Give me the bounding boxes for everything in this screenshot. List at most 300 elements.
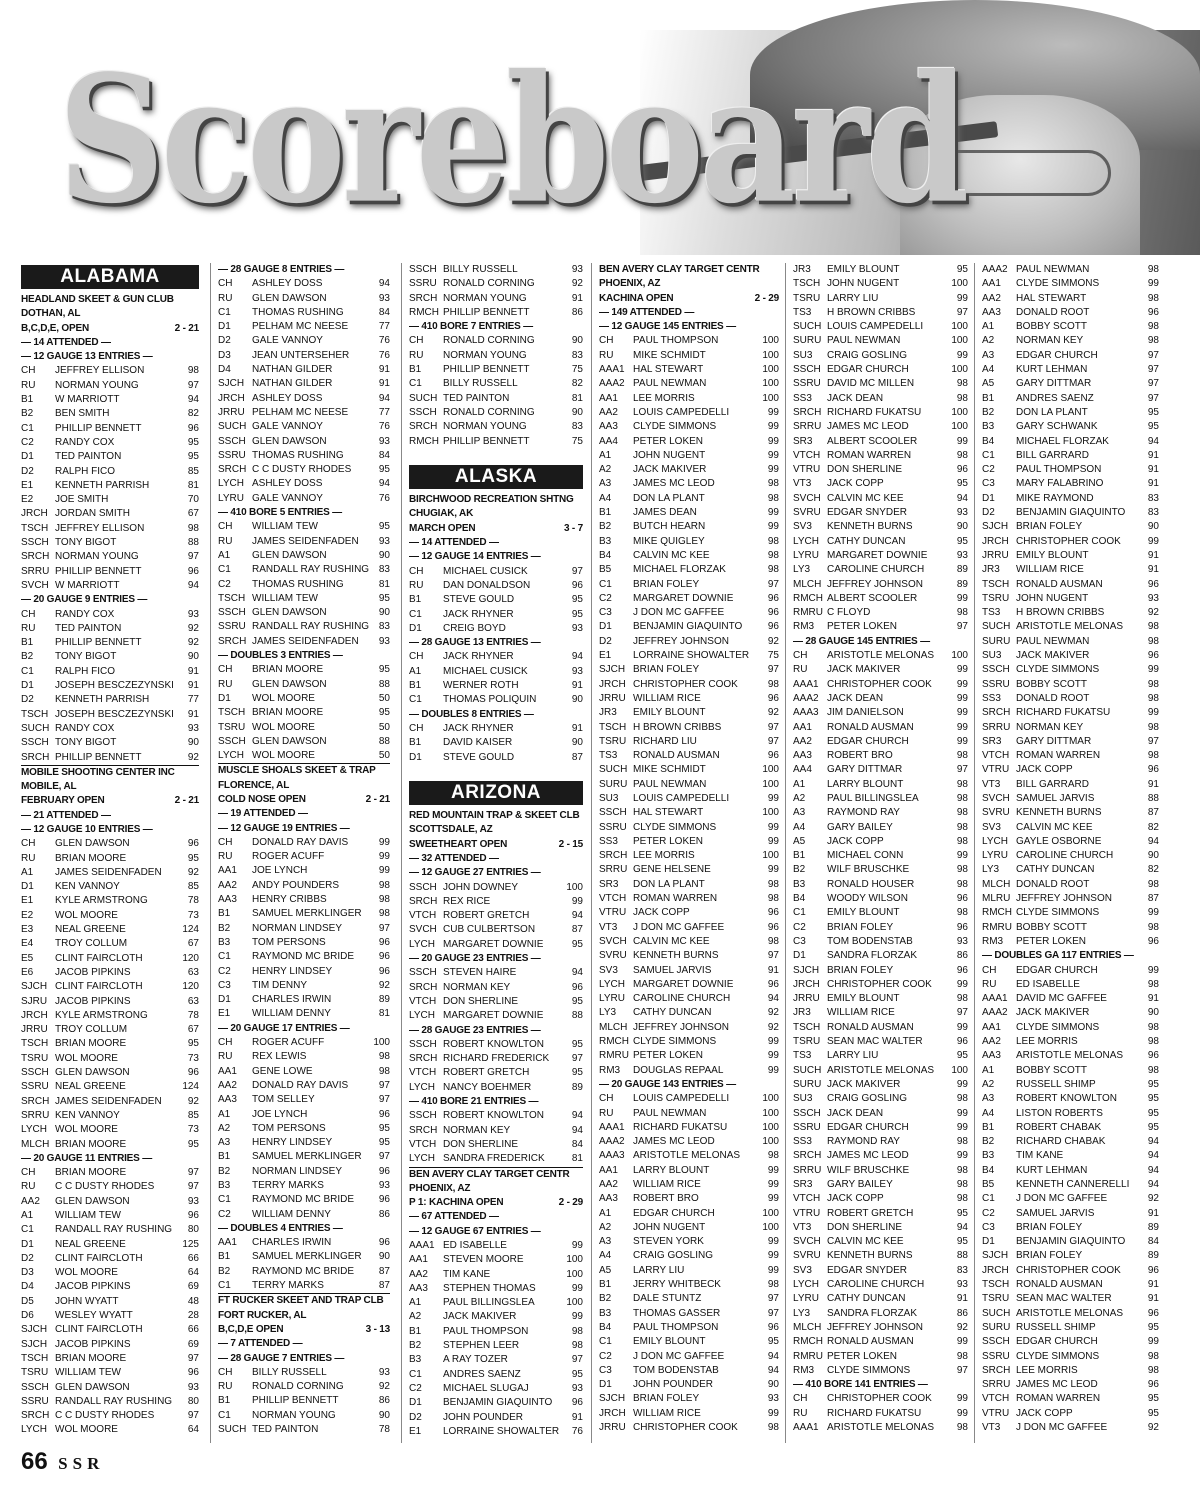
shooter-name: NEAL GREENE [55, 1238, 126, 1250]
score-row [599, 892, 779, 906]
class-code: SSRU [982, 678, 1010, 690]
score: 98 [956, 835, 968, 847]
score: 99 [956, 1021, 968, 1033]
score: 93 [956, 507, 968, 519]
shooter-name: BRIAN MOORE [55, 1352, 127, 1364]
class-code: A4 [599, 1250, 612, 1262]
event-heading [218, 779, 390, 793]
score-row [21, 422, 199, 436]
score-row [409, 349, 583, 363]
score-row [599, 1006, 779, 1020]
score: 96 [187, 1067, 199, 1079]
shooter-name: PAUL NEWMAN [633, 1107, 707, 1119]
score-row [793, 935, 968, 949]
score: 94 [956, 1221, 968, 1233]
score-row [599, 635, 779, 649]
score: 96 [378, 1194, 390, 1206]
score-row [982, 1278, 1159, 1292]
shooter-name: DONALD ROOT [1016, 692, 1090, 704]
class-code: D1 [793, 950, 806, 962]
shooter-name: MARGARET DOWNIE [633, 978, 734, 990]
class-code: B1 [982, 1121, 995, 1133]
event-heading [409, 1182, 583, 1196]
score-row [21, 465, 199, 479]
shooter-name: WERNER ROTH [443, 680, 519, 692]
shooter-name: JACK MAKIVER [827, 1078, 901, 1090]
class-code: VTCH [982, 750, 1010, 762]
score-row [793, 849, 968, 863]
shooter-name: EDGAR CHURCH [633, 1207, 715, 1219]
score: 99 [956, 850, 968, 862]
score-row [793, 649, 968, 663]
score: 99 [767, 792, 779, 804]
shooter-name: RAYMOND MC BRIDE [252, 1265, 355, 1277]
score-row [21, 1280, 199, 1294]
class-code: TSCH [982, 578, 1010, 590]
score: 63 [187, 966, 199, 978]
class-code: SJCH [982, 1250, 1009, 1262]
score-row [21, 923, 199, 937]
class-code: SVCH [409, 924, 437, 936]
event-heading-text: — 14 ATTENDED — [409, 537, 499, 549]
shooter-name: RICHARD LIU [633, 735, 697, 747]
score: 91 [1147, 464, 1159, 476]
class-code: CH [599, 1093, 614, 1105]
class-code: RMCH [793, 1336, 823, 1348]
score: 89 [1147, 1250, 1159, 1262]
results-column [218, 263, 390, 1437]
class-code: C1 [409, 1368, 422, 1380]
score-row [793, 592, 968, 606]
score-row [599, 592, 779, 606]
class-code: RMCH [982, 907, 1012, 919]
score-row [21, 1409, 199, 1423]
shooter-name: JIM DANIELSON [827, 707, 904, 719]
shooter-name: KYLE ARMSTRONG [55, 1009, 148, 1021]
score-row [982, 392, 1159, 406]
score-row [21, 909, 199, 923]
shooter-name: MARGARET DOWNIE [443, 938, 544, 950]
shooter-name: JEFFREY ELLISON [55, 365, 145, 377]
score-row [982, 978, 1159, 992]
class-code: C2 [982, 464, 995, 476]
score: 97 [956, 1007, 968, 1019]
score-row [21, 880, 199, 894]
class-code: SRCH [409, 1053, 438, 1065]
score-row [982, 1221, 1159, 1235]
score: 96 [767, 921, 779, 933]
score: 85 [187, 881, 199, 893]
class-code: CH [21, 1167, 36, 1179]
shooter-name: DAVID MC GAFFEE [1016, 993, 1107, 1005]
shooter-name: LOUIS CAMPEDELLI [827, 321, 924, 333]
event-heading-text: — 12 GAUGE 13 ENTRIES — [21, 351, 153, 363]
score: 93 [378, 1366, 390, 1378]
class-code: A2 [218, 1122, 231, 1134]
shooter-name: PETER LOKEN [827, 1350, 898, 1362]
score-row [982, 849, 1159, 863]
score-row [21, 1066, 199, 1080]
score-row [599, 492, 779, 506]
score: 77 [378, 406, 390, 418]
event-heading [793, 635, 968, 649]
score-row [793, 1064, 968, 1078]
shooter-name: A RAY TOZER [443, 1354, 508, 1366]
shooter-name: JACOB PIPKINS [55, 995, 131, 1007]
score-row [218, 1136, 390, 1150]
score-row [982, 1207, 1159, 1221]
shooter-name: JAMES MC LEOD [633, 1136, 715, 1148]
score-row [409, 1009, 583, 1023]
class-code: SSRU [21, 1081, 49, 1093]
class-code: C2 [409, 1382, 422, 1394]
score-row [982, 620, 1159, 634]
shooter-name: J DON MC GAFFEE [1016, 1422, 1108, 1434]
score-row [599, 649, 779, 663]
score-row [21, 980, 199, 994]
shooter-name: GLEN DAWSON [55, 1195, 130, 1207]
shooter-name: BENJAMIN GIAQUINTO [633, 621, 743, 633]
event-heading [21, 765, 199, 780]
score-row [218, 1265, 390, 1279]
class-code: VT3 [793, 478, 812, 490]
shooter-name: JACK MAKIVER [443, 1311, 517, 1323]
shooter-name: RANDALL RAY RUSHING [55, 1395, 173, 1407]
class-code: A3 [599, 478, 612, 490]
score-row [599, 663, 779, 677]
shooter-name: PAUL BILLINGSLEA [443, 1297, 535, 1309]
score-row [982, 606, 1159, 620]
class-code: SVCH [793, 1236, 821, 1248]
class-code: SS3 [599, 835, 618, 847]
score: 98 [767, 535, 779, 547]
shooter-name: C C DUSTY RHODES [55, 1410, 155, 1422]
class-code: AA3 [218, 894, 237, 906]
score: 81 [187, 479, 199, 491]
class-code: A1 [409, 665, 422, 677]
class-code: SRCH [409, 421, 438, 433]
score-row [409, 277, 583, 291]
score: 99 [1147, 664, 1159, 676]
score: 95 [378, 1137, 390, 1149]
score: 95 [571, 1368, 583, 1380]
class-code: SUCH [218, 421, 247, 433]
score: 95 [378, 464, 390, 476]
event-heading-text: — 28 GAUGE 145 ENTRIES — [793, 635, 930, 647]
score-row [599, 678, 779, 692]
class-code: SSRU [21, 1395, 49, 1407]
score-row [409, 1282, 583, 1296]
score: 98 [767, 893, 779, 905]
class-code: SVRU [982, 807, 1010, 819]
score-row [982, 1107, 1159, 1121]
score-row [218, 1122, 390, 1136]
score-row [793, 377, 968, 391]
class-code: JRCH [982, 535, 1009, 547]
score-row [21, 565, 199, 579]
class-code: E3 [21, 924, 34, 936]
score: 99 [767, 521, 779, 533]
score-row [599, 363, 779, 377]
class-code: B1 [793, 850, 806, 862]
class-code: AA1 [218, 1065, 237, 1077]
shooter-name: RAYMOND MC BRIDE [252, 951, 355, 963]
score-row [218, 320, 390, 334]
score: 76 [378, 349, 390, 361]
score-row [218, 520, 390, 534]
class-code: CH [21, 608, 36, 620]
shooter-name: JEFFREY JOHNSON [633, 635, 729, 647]
score-row [599, 1207, 779, 1221]
shooter-name: JACK MAKIVER [633, 464, 707, 476]
score: 99 [767, 1164, 779, 1176]
score: 95 [1147, 1078, 1159, 1090]
score-row [21, 1338, 199, 1352]
score-row [982, 492, 1159, 506]
score-row [409, 334, 583, 348]
shooter-name: ROBERT KNOWLTON [1016, 1093, 1117, 1105]
shooter-name: GENE LOWE [252, 1065, 313, 1077]
shooter-name: KENNETH BURNS [633, 950, 719, 962]
score: 99 [571, 1311, 583, 1323]
class-code: MLCH [599, 1021, 628, 1033]
score: 95 [378, 664, 390, 676]
score-row [599, 1164, 779, 1178]
shooter-name: NEAL GREENE [55, 1081, 126, 1093]
class-code: SSCH [21, 737, 49, 749]
class-code: RU [409, 579, 424, 591]
class-code: AA2 [793, 735, 812, 747]
score-row [793, 520, 968, 534]
score: 94 [1147, 1136, 1159, 1148]
event-heading-text: — 20 GAUGE 17 ENTRIES — [218, 1022, 350, 1034]
score: 75 [571, 364, 583, 376]
score-row [409, 1124, 583, 1138]
results-column [599, 263, 779, 1435]
shooter-name: RICHARD FUKATSU [827, 1407, 922, 1419]
score-row [409, 751, 583, 765]
score: 73 [187, 1124, 199, 1136]
class-code: AAA1 [793, 678, 819, 690]
score-row [218, 435, 390, 449]
class-code: JRCH [21, 1009, 48, 1021]
class-code: RU [218, 1051, 233, 1063]
shooter-name: HAL STEWART [633, 807, 704, 819]
shooter-name: DON SHERLINE [443, 995, 519, 1007]
event-heading [21, 350, 199, 364]
score-row [409, 1296, 583, 1310]
shooter-name: BRIAN MOORE [55, 1167, 127, 1179]
class-code: AA1 [982, 1021, 1001, 1033]
score-row [218, 635, 390, 649]
score: 96 [767, 607, 779, 619]
class-code: A4 [982, 364, 995, 376]
shooter-name: CLYDE SIMMONS [1016, 664, 1100, 676]
event-heading [218, 793, 390, 807]
class-code: B3 [599, 1307, 612, 1319]
score: 95 [571, 995, 583, 1007]
score: 99 [767, 1193, 779, 1205]
event-heading-text: B,C,D,E, OPEN [21, 322, 89, 334]
score-row [982, 935, 1159, 949]
class-code: RU [218, 678, 233, 690]
class-code: C1 [982, 1193, 995, 1205]
class-code: SV3 [793, 1264, 812, 1276]
score-row [218, 377, 390, 391]
score: 91 [187, 665, 199, 677]
score: 92 [1147, 1193, 1159, 1205]
class-code: SR3 [982, 735, 1002, 747]
shooter-name: RALPH FICO [55, 465, 116, 477]
score: 100 [762, 392, 779, 404]
score-row [793, 949, 968, 963]
shooter-name: MARY FALABRINO [1016, 478, 1104, 490]
class-code: SSCH [218, 607, 246, 619]
score: 92 [187, 1095, 199, 1107]
class-code: TSCH [218, 592, 246, 604]
score: 95 [956, 1236, 968, 1248]
score-row [982, 1006, 1159, 1020]
shooter-name: JACK COPP [1016, 1407, 1073, 1419]
class-code: SVCH [599, 935, 627, 947]
class-code: CH [409, 651, 424, 663]
event-heading-text: — 20 GAUGE 9 ENTRIES — [21, 594, 148, 606]
class-code: A1 [218, 1108, 231, 1120]
shooter-name: PAUL NEWMAN [1016, 264, 1090, 275]
score: 83 [571, 421, 583, 433]
class-code: JRRU [599, 1422, 626, 1434]
shooter-name: EMILY BLOUNT [633, 1336, 706, 1348]
score: 98 [1147, 321, 1159, 333]
event-heading [409, 1210, 583, 1224]
class-code: SR3 [793, 435, 813, 447]
class-code: LYCH [982, 835, 1008, 847]
shooter-name: LEE MORRIS [633, 850, 695, 862]
results-column [409, 263, 583, 1439]
score-row [982, 292, 1159, 306]
score-row [218, 292, 390, 306]
score: 98 [767, 564, 779, 576]
shooter-name: WILLIAM RICE [1016, 564, 1084, 576]
class-code: B5 [599, 564, 612, 576]
shooter-name: J DON MC GAFFEE [633, 921, 725, 933]
shooter-name: RAYMOND RAY [827, 807, 900, 819]
shooter-name: BRIAN FOLEY [633, 664, 700, 676]
score: 93 [378, 292, 390, 304]
score: 70 [187, 494, 199, 506]
score: 64 [187, 1424, 199, 1436]
event-heading [218, 763, 390, 778]
shooter-name: EDGAR SNYDER [827, 1264, 908, 1276]
shooter-name: LARRY BLOUNT [633, 1164, 710, 1176]
score-row [793, 349, 968, 363]
score: 91 [1147, 478, 1159, 490]
class-code: RMCH [409, 306, 439, 318]
score: 92 [187, 622, 199, 634]
class-code: LYRU [218, 492, 244, 504]
score-row [793, 806, 968, 820]
shooter-name: GARY BAILEY [827, 1179, 893, 1190]
score-row [793, 906, 968, 920]
score-row [409, 1239, 583, 1253]
score: 98 [956, 1350, 968, 1362]
shooter-name: DONALD RAY DAVIS [252, 836, 349, 848]
class-code: C2 [218, 578, 231, 590]
class-code: AAA2 [793, 692, 819, 704]
score-row [793, 535, 968, 549]
event-heading-text: MOBILE SHOOTING CENTER INC [21, 766, 175, 778]
class-code: C1 [409, 694, 422, 706]
shooter-name: ASHLEY DOSS [252, 392, 323, 404]
score: 99 [767, 1064, 779, 1076]
score: 97 [767, 950, 779, 962]
shooter-name: JOE SMITH [55, 494, 109, 506]
score-row [982, 477, 1159, 491]
score-row [21, 393, 199, 407]
column-divider [210, 263, 211, 1443]
score-row [599, 1350, 779, 1364]
results-column [793, 263, 968, 1435]
class-code: SRRU [982, 721, 1011, 733]
event-heading-text: — 410 BORE 5 ENTRIES — [218, 507, 342, 519]
class-code: VTRU [793, 1207, 821, 1219]
class-code: AA3 [599, 1193, 618, 1205]
score-row [793, 606, 968, 620]
score: 95 [187, 451, 199, 463]
shooter-name: RONALD HOUSER [827, 878, 915, 890]
event-heading [218, 1323, 390, 1337]
score-row [982, 1292, 1159, 1306]
class-code: VTCH [409, 910, 437, 922]
class-code: SVCH [982, 792, 1010, 804]
score-row [218, 1036, 390, 1050]
score-row [982, 1035, 1159, 1049]
score-row [21, 1180, 199, 1194]
event-heading-text: MOBILE, AL [21, 781, 77, 793]
score: 99 [767, 435, 779, 447]
column-divider [974, 263, 975, 1443]
shooter-name: JOHN NUGENT [827, 278, 900, 290]
score-row [599, 1278, 779, 1292]
event-heading [599, 1078, 779, 1092]
class-code: B3 [793, 878, 806, 890]
event-heading-text: — 12 GAUGE 145 ENTRIES — [599, 321, 736, 333]
score-row [21, 608, 199, 622]
class-code: TSCH [599, 721, 627, 733]
score: 89 [571, 1081, 583, 1093]
score: 100 [951, 321, 968, 333]
score: 96 [1147, 1379, 1159, 1391]
shooter-name: GLEN DAWSON [55, 1067, 130, 1079]
shooter-name: GENE HELSENE [633, 864, 711, 876]
class-code: VTRU [793, 464, 821, 476]
score-row [409, 392, 583, 406]
score: 120 [182, 952, 199, 964]
shooter-name: CLYDE SIMMONS [633, 821, 717, 833]
shooter-name: RICHARD CHABAK [1016, 1136, 1106, 1148]
class-code: AA1 [982, 278, 1001, 290]
class-code: E5 [21, 952, 34, 964]
score-row [982, 663, 1159, 677]
score-row [21, 1309, 199, 1323]
class-code: RM3 [793, 621, 815, 633]
class-code: SU3 [793, 349, 813, 361]
score-row [793, 692, 968, 706]
score-row [793, 263, 968, 277]
shooter-name: WOL MOORE [55, 1267, 118, 1279]
score: 99 [767, 421, 779, 433]
shooter-name: BILLY RUSSELL [443, 378, 518, 390]
